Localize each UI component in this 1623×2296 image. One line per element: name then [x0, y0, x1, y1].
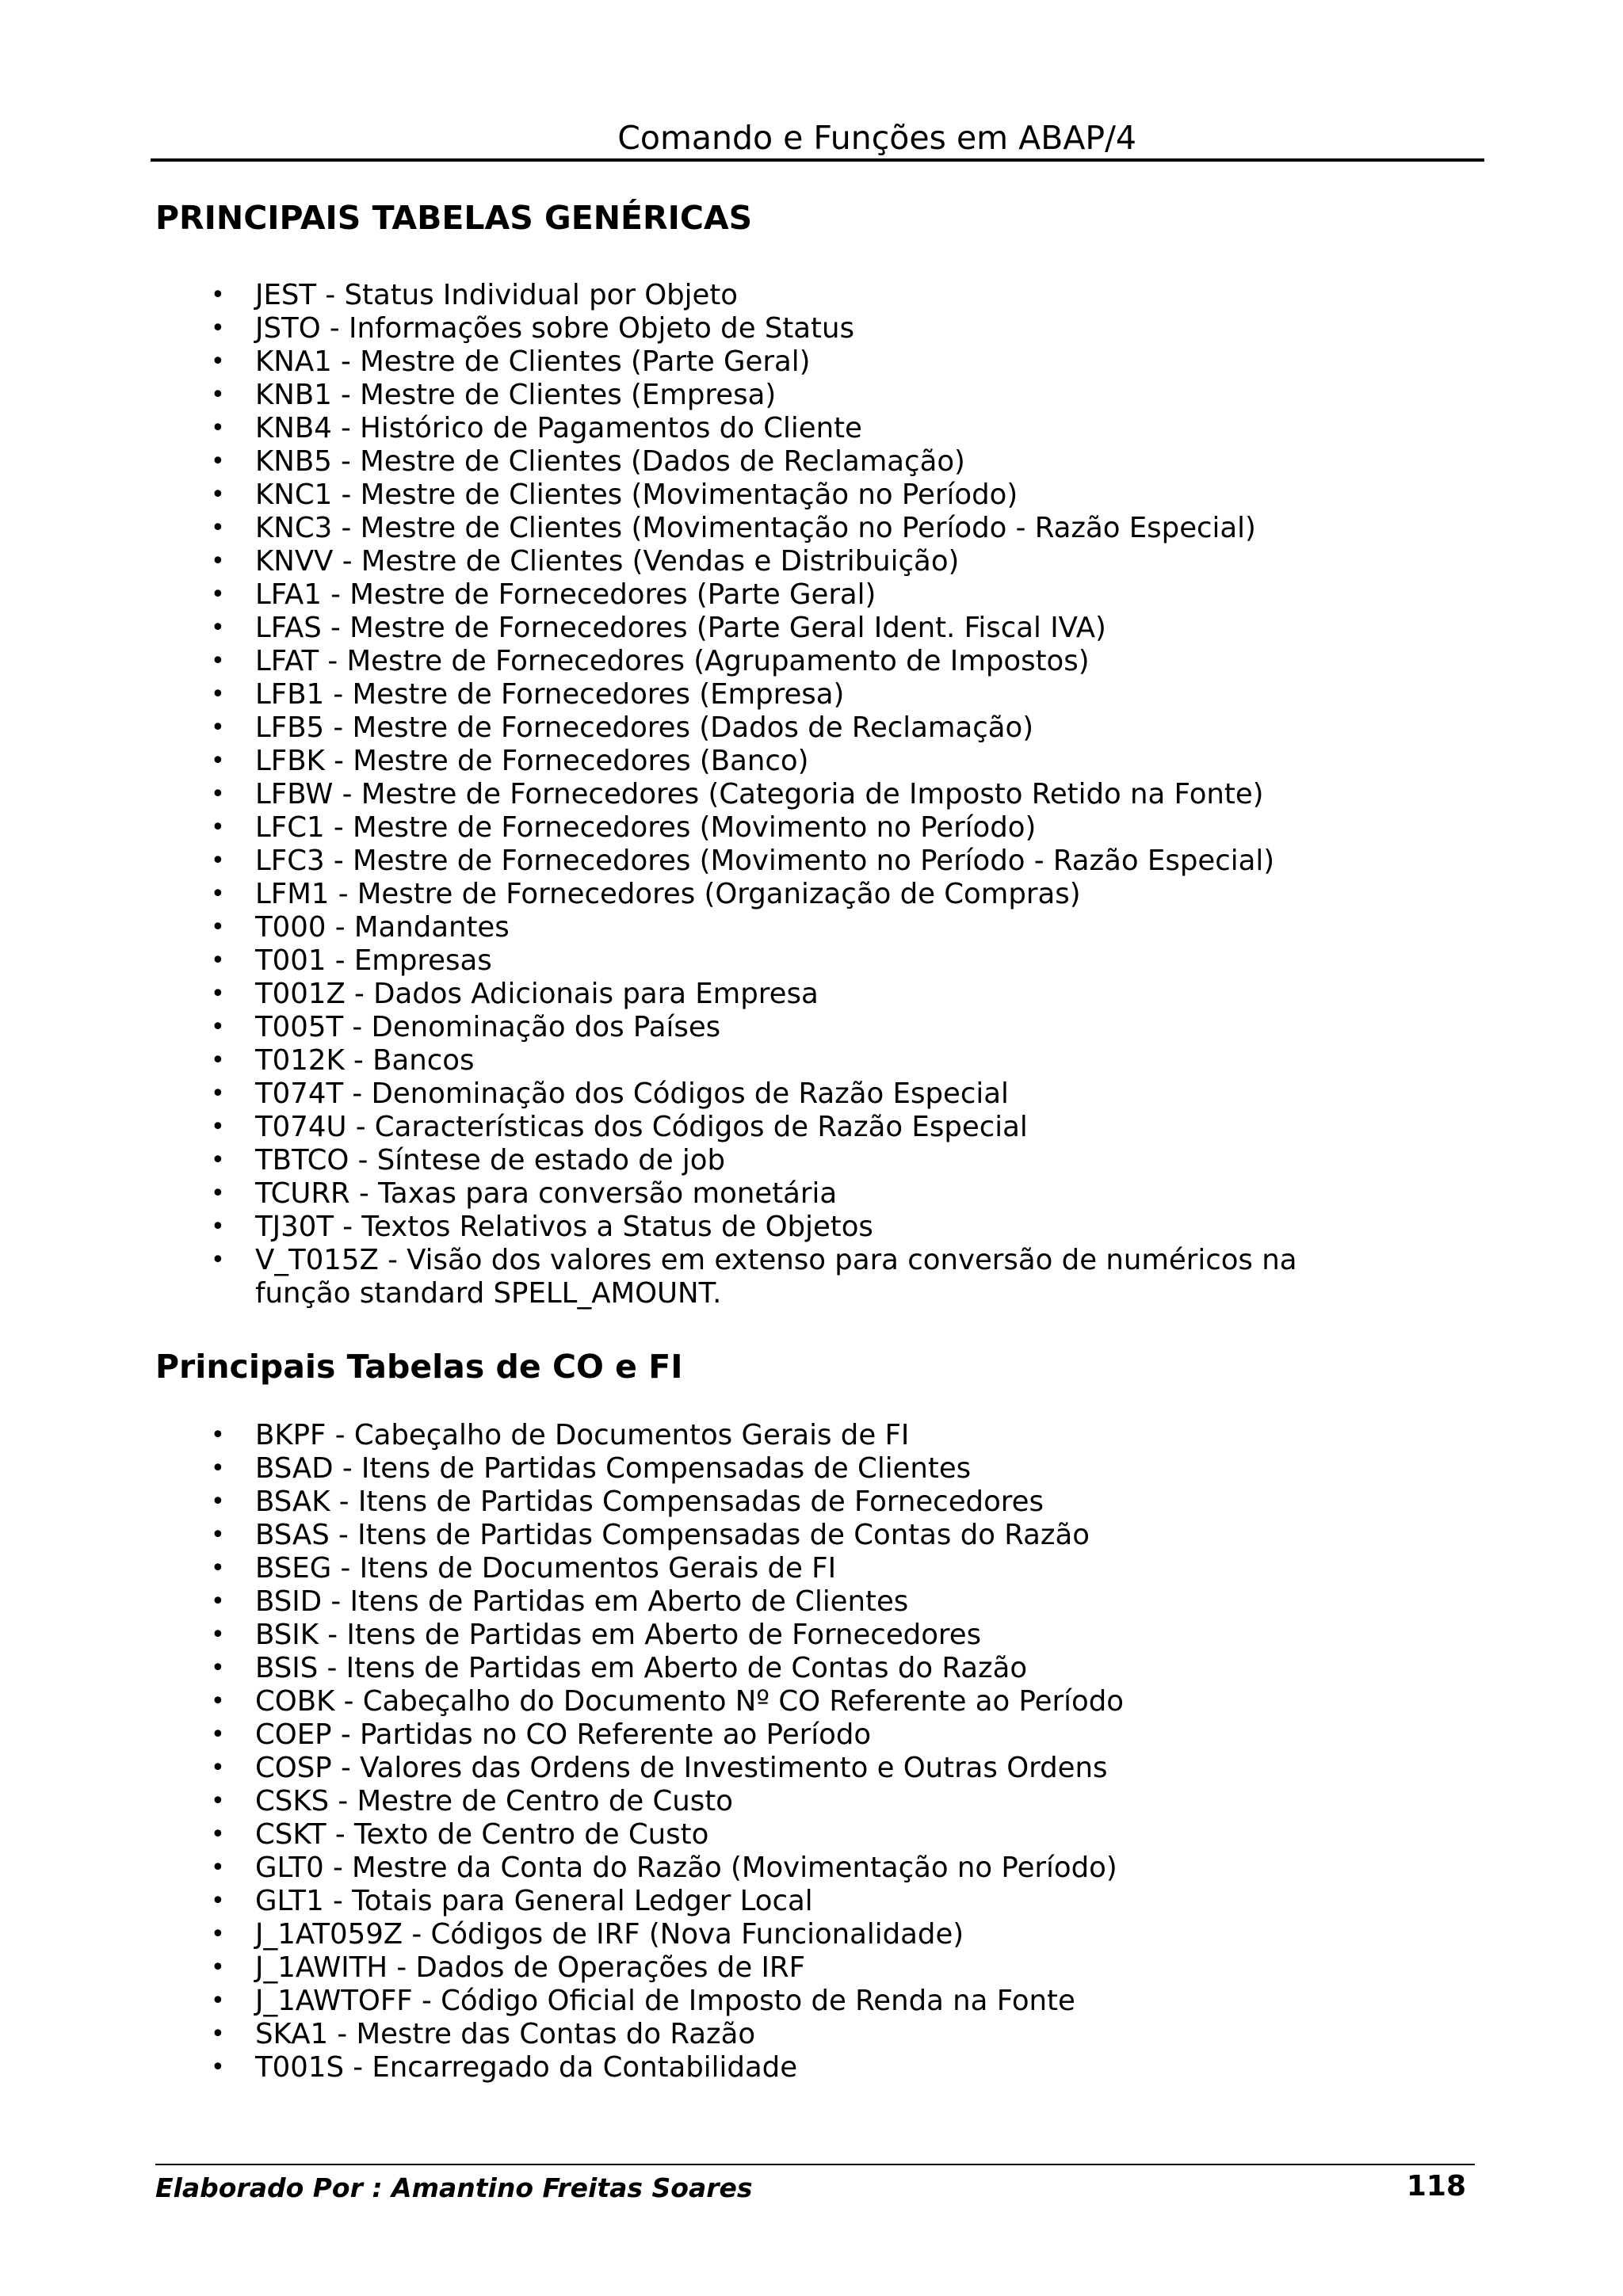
list-item-text: BSIK - Itens de Partidas em Aberto de Fornecedores [255, 1619, 982, 1651]
list-item [0, 811, 1396, 845]
list-item-text: KNA1 - Mestre de Clientes (Parte Geral) [255, 345, 811, 378]
bullet-icon: • [211, 681, 225, 708]
list-item [0, 1011, 1396, 1044]
bullet-icon: • [211, 1213, 225, 1241]
list-item [0, 1244, 1396, 1310]
list-item [0, 1985, 1396, 2018]
header-divider [151, 158, 1484, 162]
bullet-icon: • [211, 414, 225, 442]
list-item [0, 745, 1396, 778]
list-item [0, 1752, 1396, 1785]
list-item-text: LFAS - Mestre de Fornecedores (Parte Geral Ident. Fiscal IVA) [255, 612, 1106, 644]
list-item-text: LFAT - Mestre de Fornecedores (Agrupamento de Impostos) [255, 645, 1090, 677]
list-item-text: JSTO - Informações sobre Objeto de Status [255, 312, 854, 345]
bullet-icon: • [211, 315, 225, 342]
list-item-text: TBTCO - Síntese de estado de job [255, 1144, 726, 1177]
bullet-icon: • [211, 880, 225, 908]
list-item-text: LFB5 - Mestre de Fornecedores (Dados de Reclamação) [255, 711, 1034, 744]
list-item-text: LFBK - Mestre de Fornecedores (Banco) [255, 745, 809, 777]
list-item [0, 911, 1396, 944]
bullet-icon: • [211, 1654, 225, 1682]
list-item [0, 645, 1396, 678]
list-item [0, 1718, 1396, 1752]
list-item-text: KNC1 - Mestre de Clientes (Movimentação no Período) [255, 479, 1018, 511]
bullet-icon: • [211, 1455, 225, 1482]
list-item-text: T074U - Características dos Códigos de Razão Especial [255, 1111, 1028, 1143]
bullet-icon: • [211, 714, 225, 742]
bullet-icon: • [211, 1421, 225, 1449]
list-item [0, 1177, 1396, 1211]
list-item [0, 1885, 1396, 1918]
bullet-icon: • [211, 647, 225, 675]
section-heading-generic-tables: PRINCIPAIS TABELAS GENÉRICAS [155, 199, 753, 237]
bullet-icon: • [211, 1113, 225, 1141]
list-item [0, 279, 1396, 312]
list-item [0, 1111, 1396, 1144]
bullet-icon: • [211, 581, 225, 608]
list-item-text: COEP - Partidas no CO Referente ao Período [255, 1718, 872, 1751]
bullet-icon: • [211, 947, 225, 974]
list-item-text: KNB1 - Mestre de Clientes (Empresa) [255, 379, 777, 411]
list-item-text: GLT1 - Totais para General Ledger Local [255, 1885, 813, 1917]
list-item [0, 1852, 1396, 1885]
list-item-text: LFM1 - Mestre de Fornecedores (Organização de Compras) [255, 878, 1081, 910]
list-item-text: COBK - Cabeçalho do Documento Nº CO Referente ao Período [255, 1685, 1124, 1718]
list-item-text: T001Z - Dados Adicionais para Empresa [255, 978, 819, 1010]
bullet-icon: • [211, 747, 225, 775]
list-item [0, 1585, 1396, 1619]
list-item [0, 978, 1396, 1011]
list-item [0, 2051, 1396, 2084]
list-item-text: J_1AWTOFF - Código Oficial de Imposto de Renda na Fonte [255, 1985, 1075, 2017]
list-item-text: LFB1 - Mestre de Fornecedores (Empresa) [255, 678, 845, 711]
list-item [0, 512, 1396, 545]
list-item [0, 1785, 1396, 1818]
bullet-icon: • [211, 1987, 225, 2015]
list-item-text: KNB4 - Histórico de Pagamentos do Cliente [255, 412, 862, 444]
list-item [0, 1951, 1396, 1985]
list-item-text: T001 - Empresas [255, 944, 492, 977]
bullet-icon: • [211, 1146, 225, 1174]
list-item-text: LFBW - Mestre de Fornecedores (Categoria de Imposto Retido na Fonte) [255, 778, 1264, 810]
list-item [0, 1486, 1396, 1519]
list-item [0, 1144, 1396, 1177]
bullet-icon: • [211, 1080, 225, 1108]
bullet-icon: • [211, 847, 225, 875]
list-item-text: LFC1 - Mestre de Fornecedores (Movimento no Período) [255, 811, 1037, 844]
footer-divider [155, 2164, 1475, 2165]
list-item [0, 479, 1396, 512]
list-item-text: T001S - Encarregado da Contabilidade [255, 2051, 798, 2084]
list-item [0, 612, 1396, 645]
bullet-icon: • [211, 1821, 225, 1848]
bullet-icon: • [211, 1180, 225, 1207]
bullet-icon: • [211, 2020, 225, 2048]
bullet-icon: • [211, 1621, 225, 1649]
bullet-icon: • [211, 1488, 225, 1516]
bullet-icon: • [211, 1787, 225, 1815]
list-item-text: KNC3 - Mestre de Clientes (Movimentação no Período - Razão Especial) [255, 512, 1256, 544]
list-item [0, 1419, 1396, 1452]
co-fi-tables-list [0, 1419, 1396, 2084]
bullet-icon: • [211, 448, 225, 475]
list-item [0, 678, 1396, 711]
bullet-icon: • [211, 2054, 225, 2081]
list-item [0, 2018, 1396, 2051]
list-item-text: BSAD - Itens de Partidas Compensadas de Clientes [255, 1452, 972, 1485]
list-item-text: KNB5 - Mestre de Clientes (Dados de Reclamação) [255, 445, 965, 478]
list-item-text: CSKT - Texto de Centro de Custo [255, 1818, 709, 1851]
list-item [0, 1077, 1396, 1111]
list-item-text: J_1AWITH - Dados de Operações de IRF [255, 1951, 806, 1984]
bullet-icon: • [211, 1588, 225, 1615]
bullet-icon: • [211, 514, 225, 542]
bullet-icon: • [211, 1754, 225, 1782]
list-item-text: COSP - Valores das Ordens de Investimento e Outras Ordens [255, 1752, 1108, 1784]
document-header-title: Comando e Funções em ABAP/4 [617, 119, 1136, 157]
bullet-icon: • [211, 1920, 225, 1948]
list-item [0, 845, 1396, 878]
list-item [0, 1044, 1396, 1077]
bullet-icon: • [211, 1954, 225, 1981]
list-item-text: V_T015Z - Visão dos valores em extenso para conversão de numéricos na função standard SPELL_AMOUNT. [255, 1244, 1297, 1310]
list-item-text: TCURR - Taxas para conversão monetária [255, 1177, 838, 1210]
list-item [0, 412, 1396, 445]
page-number: 118 [1406, 2170, 1466, 2203]
list-item [0, 1452, 1396, 1486]
bullet-icon: • [211, 1521, 225, 1549]
generic-tables-list [0, 279, 1396, 1310]
list-item [0, 778, 1396, 811]
list-item-text: CSKS - Mestre de Centro de Custo [255, 1785, 733, 1817]
list-item-text: BSIS - Itens de Partidas em Aberto de Contas do Razão [255, 1652, 1028, 1684]
bullet-icon: • [211, 1721, 225, 1749]
bullet-icon: • [211, 1854, 225, 1882]
list-item [0, 1552, 1396, 1585]
list-item [0, 578, 1396, 612]
list-item-text: SKA1 - Mestre das Contas do Razão [255, 2018, 756, 2050]
list-item [0, 379, 1396, 412]
list-item [0, 1652, 1396, 1685]
list-item [0, 1918, 1396, 1951]
bullet-icon: • [211, 281, 225, 309]
bullet-icon: • [211, 381, 225, 409]
list-item [0, 1619, 1396, 1652]
bullet-icon: • [211, 1887, 225, 1915]
list-item [0, 1685, 1396, 1718]
list-item-text: GLT0 - Mestre da Conta do Razão (Movimentação no Período) [255, 1852, 1117, 1884]
list-item-text: BSID - Itens de Partidas em Aberto de Clientes [255, 1585, 909, 1618]
list-item-text: T000 - Mandantes [255, 911, 510, 944]
bullet-icon: • [211, 348, 225, 376]
bullet-icon: • [211, 1013, 225, 1041]
list-item [0, 312, 1396, 345]
list-item-text: TJ30T - Textos Relativos a Status de Objetos [255, 1211, 873, 1243]
list-item [0, 545, 1396, 578]
footer-author: Elaborado Por : Amantino Freitas Soares [155, 2172, 753, 2203]
bullet-icon: • [211, 814, 225, 841]
section-heading-co-fi-tables: Principais Tabelas de CO e FI [155, 1348, 683, 1386]
list-item-text: T005T - Denominação dos Países [255, 1011, 721, 1043]
list-item-text: BSEG - Itens de Documentos Gerais de FI [255, 1552, 837, 1585]
list-item-text: J_1AT059Z - Códigos de IRF (Nova Funcionalidade) [255, 1918, 964, 1951]
list-item-text: LFA1 - Mestre de Fornecedores (Parte Geral) [255, 578, 876, 611]
bullet-icon: • [211, 780, 225, 808]
list-item [0, 878, 1396, 911]
list-item-text: LFC3 - Mestre de Fornecedores (Movimento no Período - Razão Especial) [255, 845, 1275, 877]
list-item [0, 445, 1396, 479]
bullet-icon: • [211, 614, 225, 642]
bullet-icon: • [211, 1246, 225, 1274]
list-item [0, 1211, 1396, 1244]
list-item-text: T012K - Bancos [255, 1044, 475, 1077]
list-item-text: KNVV - Mestre de Clientes (Vendas e Distribuição) [255, 545, 960, 578]
list-item-text: BSAK - Itens de Partidas Compensadas de Fornecedores [255, 1486, 1044, 1518]
list-item [0, 1519, 1396, 1552]
bullet-icon: • [211, 1554, 225, 1582]
list-item-text: BKPF - Cabeçalho de Documentos Gerais de FI [255, 1419, 910, 1451]
bullet-icon: • [211, 1688, 225, 1715]
list-item-text: JEST - Status Individual por Objeto [255, 279, 739, 311]
bullet-icon: • [211, 547, 225, 575]
list-item [0, 1818, 1396, 1852]
list-item [0, 345, 1396, 379]
list-item-text: T074T - Denominação dos Códigos de Razão Especial [255, 1077, 1009, 1110]
list-item [0, 711, 1396, 745]
bullet-icon: • [211, 980, 225, 1008]
bullet-icon: • [211, 913, 225, 941]
list-item [0, 944, 1396, 978]
bullet-icon: • [211, 481, 225, 509]
list-item-text: BSAS - Itens de Partidas Compensadas de Contas do Razão [255, 1519, 1090, 1551]
bullet-icon: • [211, 1047, 225, 1074]
